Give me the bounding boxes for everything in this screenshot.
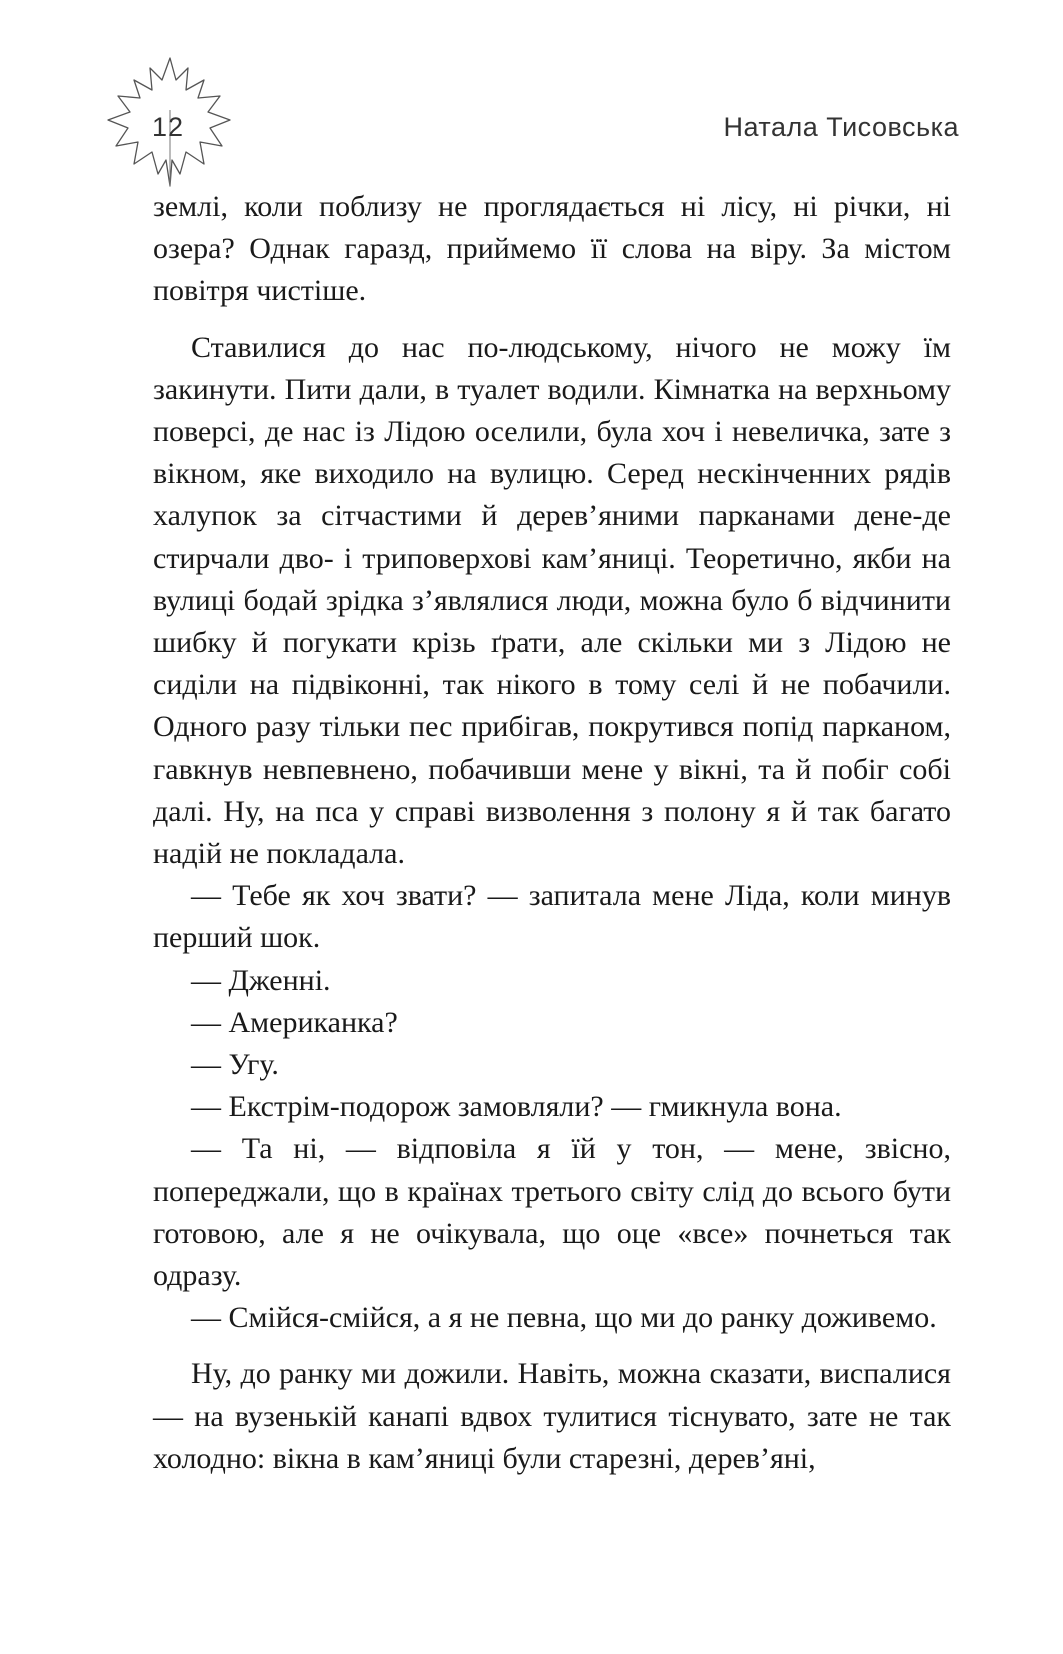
paragraph: Ну, до ранку ми дожили. Навіть, можна сказати, виспалися — на вузенькій канапі вдвох тулитися тіснувато, зате не так холодно: вікна в кам’яниці були старезні, дерев’яні, xyxy=(153,1357,951,1475)
page-header xyxy=(0,0,1063,200)
paragraph-continuation: землі, коли поблизу не проглядається ні лісу, ні річки, ні озера? Однак гаразд, приймемо її слова на віру. За містом повітря чистіше. xyxy=(153,190,951,308)
dialog-line: — Смійся-смійся, а я не певна, що ми до ранку доживемо. xyxy=(191,1301,937,1335)
dialog-line: — Дженні. xyxy=(191,963,331,997)
paragraph: Ставилися до нас по-людському, нічого не можу їм закинути. Пити дали, в туалет водили. Кімнатка на верхньому поверсі, де нас із Лідою оселили, була хоч і невеличка, зате з вікном, яке виходило на вулицю. Серед нескінченних рядів халупок за сітчастими й дерев’яними парканами дене-де стирчали дво- і триповерхові кам’яниці. Теоретично, якби на вулиці бодай зрідка з’являлися люди, можна було б відчинити шибку й погукати крізь ґрати, але скільки ми з Лідою не сиділи на підвіконні, так нікого в тому селі й не побачили. Одного разу тільки пес прибігав, покрутився попід парканом, гавкнув невпевнено, побачивши мене у вікні, та й побіг собі далі. Ну, на пса у справі визволення з полону я й так багато надій не покладала. xyxy=(153,330,951,871)
body-text xyxy=(153,186,951,1494)
page-number: 12 xyxy=(152,112,185,142)
dialog-line: — Тебе як хоч звати? — запитала мене Ліда, коли минув перший шок. xyxy=(153,879,951,955)
dialog-line: — Угу. xyxy=(191,1048,279,1082)
dialog-line: — Та ні, — відповіла я їй у тон, — мене, звісно, попереджали, що в країнах третього світу слід до всього бути готовою, але я не очікувала, що оце «все» почнеться так одразу. xyxy=(153,1132,951,1293)
dialog-line: — Екстрім-подорож замовляли? — гмикнула вона. xyxy=(191,1090,842,1124)
dialog-line: — Американка? xyxy=(191,1005,398,1039)
running-head-author: Натала Тисовська xyxy=(723,112,959,142)
